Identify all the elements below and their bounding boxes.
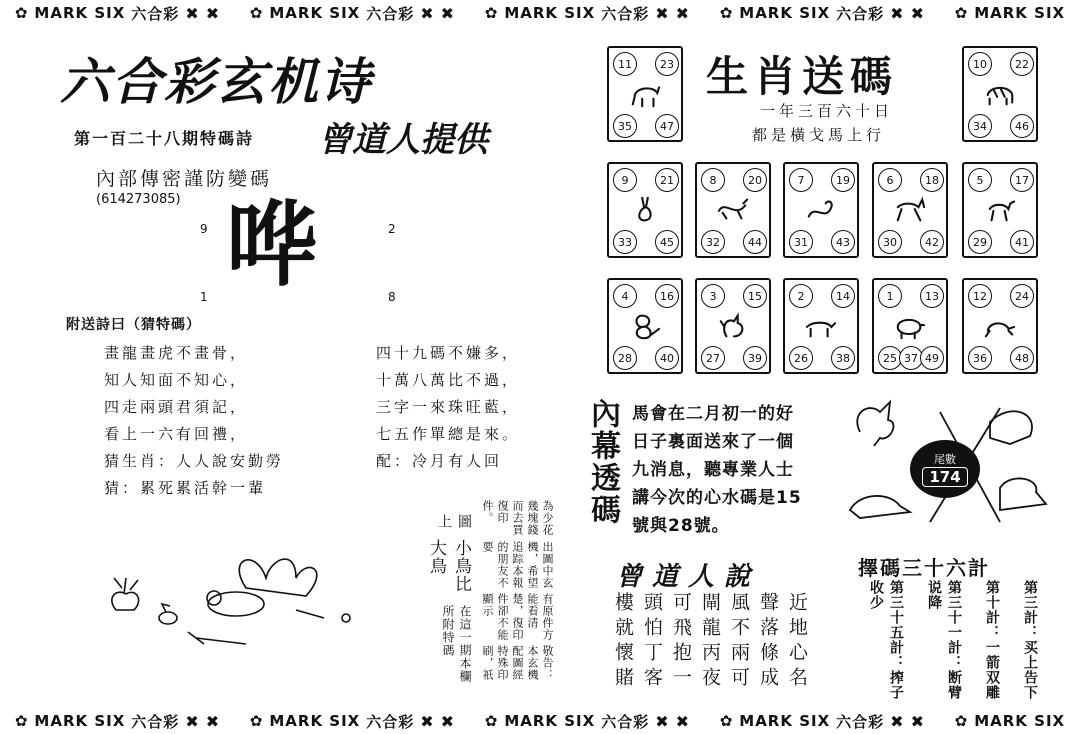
cross-icon: ✖ <box>185 711 200 731</box>
secret-title: 內部傳密謹防變碼 <box>96 168 273 190</box>
zodiac-number: 25 <box>878 346 902 370</box>
cross-icon: ✖ <box>440 3 456 23</box>
strategy-item: 第十計：一箭双雕 <box>984 580 1000 700</box>
poem-line: 配：冷月有人回 <box>376 452 503 470</box>
zodiac-number: 39 <box>743 346 767 370</box>
cross-icon: ✖ <box>655 3 670 23</box>
inner-line: 九消息，聽專業人士 <box>632 460 794 480</box>
inner-line: 馬會在二月初一的好 <box>632 404 794 424</box>
flower-icon: ✿ <box>719 4 734 22</box>
zodiac-box <box>607 46 683 142</box>
brand-text: MARK SIX <box>34 712 126 730</box>
zodiac-number: 12 <box>968 284 992 308</box>
zodiac-number: 47 <box>655 114 679 138</box>
poem-left-column <box>104 340 284 502</box>
zodiac-number: 41 <box>1010 230 1034 254</box>
zodiac-number: 17 <box>1010 168 1034 192</box>
saying-col: 近地心名 <box>786 592 808 692</box>
zodiac-number: 32 <box>701 230 725 254</box>
zodiac-box <box>783 278 859 374</box>
zodiac-number: 23 <box>655 52 679 76</box>
inner-line: 日子裏面送來了一個 <box>632 432 794 452</box>
zodiac-number: 10 <box>968 52 992 76</box>
zodiac-line-2: 都是橫戈馬上行 <box>752 126 886 144</box>
poem-line: 十萬八萬比不過， <box>376 371 521 389</box>
brand-mark: 六合彩 <box>131 4 180 23</box>
zodiac-box <box>695 278 771 374</box>
zodiac-number: 30 <box>878 230 902 254</box>
brand-text: MARK SIX <box>739 4 831 22</box>
dog-icon <box>805 310 837 342</box>
brand-mark: 六合彩 <box>601 4 650 23</box>
page-title: 六合彩玄机诗 <box>60 53 372 111</box>
bird-illustration <box>96 548 356 658</box>
zodiac-number: 20 <box>743 168 767 192</box>
pig-icon <box>894 310 926 342</box>
flower-icon: ✿ <box>954 4 969 22</box>
brand-text: MARK SIX <box>974 4 1066 22</box>
notice-block <box>424 514 474 694</box>
top-brand-band <box>0 0 1080 26</box>
zodiac-number: 46 <box>1010 114 1034 138</box>
zodiac-box <box>607 278 683 374</box>
poem-right-column <box>376 340 520 475</box>
zodiac-number: 43 <box>831 230 855 254</box>
bottom-brand-band <box>0 708 1080 734</box>
zodiac-title: 生肖送碼 <box>706 52 899 101</box>
ox-icon <box>629 78 661 110</box>
cross-icon: ✖ <box>910 711 925 731</box>
saying-col: 閘龍丙夜 <box>699 592 721 692</box>
snake-icon <box>805 194 837 226</box>
cross-icon: ✖ <box>185 3 200 23</box>
flower-icon: ✿ <box>954 712 969 730</box>
saying-title: 曾道人說 <box>616 562 761 592</box>
zodiac-number: 49 <box>920 346 944 370</box>
zodiac-number: 35 <box>613 114 637 138</box>
poem-line: 畫龍畫虎不畫骨， <box>104 344 249 362</box>
inner-title: 內幕透碼 <box>585 398 620 526</box>
zodiac-number: 45 <box>655 230 679 254</box>
inner-text <box>632 400 802 540</box>
saying-columns <box>610 592 811 706</box>
strategy-item: 第三十一計：断臂说降 <box>926 580 962 700</box>
notice-text <box>480 500 555 690</box>
caption-1: 在這一期本欄所附特碼 <box>441 604 472 683</box>
saying-col: 可飛抱一 <box>670 592 692 692</box>
brand-text: MARK SIX <box>504 712 596 730</box>
zodiac-number: 16 <box>655 284 679 308</box>
monkey-icon <box>629 310 661 342</box>
zodiac-number: 38 <box>831 346 855 370</box>
provider-label: 曾道人提供 <box>318 120 488 160</box>
cross-icon: ✖ <box>205 3 221 23</box>
zodiac-number: 1 <box>878 284 902 308</box>
zodiac-number: 33 <box>613 230 637 254</box>
zodiac-number: 11 <box>613 52 637 76</box>
zodiac-number: 4 <box>613 284 637 308</box>
notice-line: 為少花幾塊錢而去買復印件。 <box>481 500 554 536</box>
caption-2: 圖上 <box>436 514 472 529</box>
tail-value: 174 <box>922 467 967 487</box>
flower-icon: ✿ <box>719 712 734 730</box>
zodiac-box <box>962 278 1038 374</box>
zodiac-number: 22 <box>1010 52 1034 76</box>
brand-mark: 六合彩 <box>601 712 650 731</box>
tail-label: 尾數 <box>934 453 956 466</box>
cross-icon: ✖ <box>420 711 435 731</box>
flower-icon: ✿ <box>249 4 264 22</box>
zodiac-number: 14 <box>831 284 855 308</box>
rabbit-icon <box>629 194 661 226</box>
dragon-icon <box>717 194 749 226</box>
riddle-character: 哗 <box>226 192 319 299</box>
flower-icon: ✿ <box>14 4 29 22</box>
flower-icon: ✿ <box>484 4 499 22</box>
strategy-item: 第三十五計：搾子收少 <box>868 580 904 700</box>
strategy-item: 第三計：买上告下 <box>1022 580 1038 700</box>
flower-icon: ✿ <box>14 712 29 730</box>
zodiac-box <box>607 162 683 258</box>
caption-3: 小鳥比大鳥 <box>426 538 471 593</box>
zodiac-number: 2 <box>789 284 813 308</box>
inner-line: 講今次的心水碼是15 <box>632 488 802 508</box>
zodiac-box <box>962 162 1038 258</box>
zodiac-number: 18 <box>920 168 944 192</box>
brand-mark: 六合彩 <box>366 712 415 731</box>
saying-col: 頭怕丁客 <box>641 592 663 692</box>
cross-icon: ✖ <box>675 3 691 23</box>
brand-text: MARK SIX <box>739 712 831 730</box>
brand-mark: 六合彩 <box>131 712 180 731</box>
attached-poem-title: 附送詩曰（猜特碼） <box>66 317 201 333</box>
brand-text: MARK SIX <box>504 4 596 22</box>
inner-line: 號與28號。 <box>632 516 730 536</box>
zodiac-box <box>872 162 948 258</box>
zodiac-number: 31 <box>789 230 813 254</box>
zodiac-number: 24 <box>1010 284 1034 308</box>
poem-line: 看上一六有回禮， <box>104 425 249 443</box>
cross-icon: ✖ <box>675 711 691 731</box>
poem-line: 三字一來珠旺藍， <box>376 398 521 416</box>
saying-col: 聲落條成 <box>757 592 779 692</box>
notice-line: 有原件方能看清楚，復印件卻不能顯示 <box>481 593 554 642</box>
horse-icon <box>894 194 926 226</box>
brand-text: MARK SIX <box>269 4 361 22</box>
zodiac-box <box>695 162 771 258</box>
strategy-columns <box>866 580 1040 706</box>
zodiac-number: 7 <box>789 168 813 192</box>
zodiac-number: 29 <box>968 230 992 254</box>
zodiac-number: 37 <box>899 346 923 370</box>
zodiac-number: 26 <box>789 346 813 370</box>
zodiac-number: 8 <box>701 168 725 192</box>
zodiac-number: 6 <box>878 168 902 192</box>
cross-icon: ✖ <box>420 3 435 23</box>
zodiac-number: 40 <box>655 346 679 370</box>
zodiac-number: 34 <box>968 114 992 138</box>
poem-line: 七五作單總是來。 <box>376 425 521 443</box>
zodiac-number: 13 <box>920 284 944 308</box>
zodiac-number: 3 <box>701 284 725 308</box>
brand-text: MARK SIX <box>34 4 126 22</box>
flower-icon: ✿ <box>484 712 499 730</box>
tail-number-badge <box>910 440 980 498</box>
brand-mark: 六合彩 <box>366 4 415 23</box>
cross-icon: ✖ <box>890 3 905 23</box>
notice-line: 出圖中玄機，希望追踪本報的朋友不要 <box>481 540 554 589</box>
phone-number: (614273085) <box>96 192 181 207</box>
brand-text: MARK SIX <box>974 712 1066 730</box>
rat-icon <box>984 310 1016 342</box>
zodiac-box <box>962 46 1038 142</box>
poem-line: 猜生肖：人人說安勤勞 <box>104 452 285 470</box>
saying-col: 風不兩可 <box>728 592 750 692</box>
corner-number: 9 <box>200 222 208 236</box>
brand-text: MARK SIX <box>269 712 361 730</box>
cross-icon: ✖ <box>205 711 221 731</box>
flower-icon: ✿ <box>249 712 264 730</box>
corner-number: 1 <box>200 290 208 304</box>
strategy-title: 擇碼三十六計 <box>858 556 990 580</box>
notice-line: 敬告：本玄機配圖經特殊印刷，祇 <box>481 645 554 682</box>
tiger-icon <box>984 78 1016 110</box>
corner-number: 2 <box>388 222 396 236</box>
brand-mark: 六合彩 <box>836 712 885 731</box>
zodiac-number: 42 <box>920 230 944 254</box>
zodiac-number: 9 <box>613 168 637 192</box>
zodiac-number: 48 <box>1010 346 1034 370</box>
zodiac-number: 19 <box>831 168 855 192</box>
cross-icon: ✖ <box>910 3 925 23</box>
poem-line: 猜：累死累活幹一輩 <box>104 479 267 497</box>
cross-icon: ✖ <box>890 711 905 731</box>
corner-number: 8 <box>388 290 396 304</box>
zodiac-number: 5 <box>968 168 992 192</box>
zodiac-number: 27 <box>701 346 725 370</box>
zodiac-number: 28 <box>613 346 637 370</box>
zodiac-number: 21 <box>655 168 679 192</box>
cross-icon: ✖ <box>655 711 670 731</box>
zodiac-number: 44 <box>743 230 767 254</box>
zodiac-box <box>783 162 859 258</box>
rooster-icon <box>717 310 749 342</box>
poem-line: 四走兩頭君須記， <box>104 398 249 416</box>
brand-mark: 六合彩 <box>836 4 885 23</box>
zodiac-number: 36 <box>968 346 992 370</box>
poem-line: 知人知面不知心， <box>104 371 249 389</box>
zodiac-line-1: 一年三百六十日 <box>760 102 894 120</box>
zodiac-box <box>872 278 948 374</box>
saying-col: 樓就懷賭 <box>612 592 634 692</box>
poem-line: 四十九碼不嫌多， <box>376 344 521 362</box>
zodiac-number: 15 <box>743 284 767 308</box>
issue-label: 第一百二十八期特碼詩 <box>74 129 255 148</box>
goat-icon <box>984 194 1016 226</box>
cross-icon: ✖ <box>440 711 456 731</box>
